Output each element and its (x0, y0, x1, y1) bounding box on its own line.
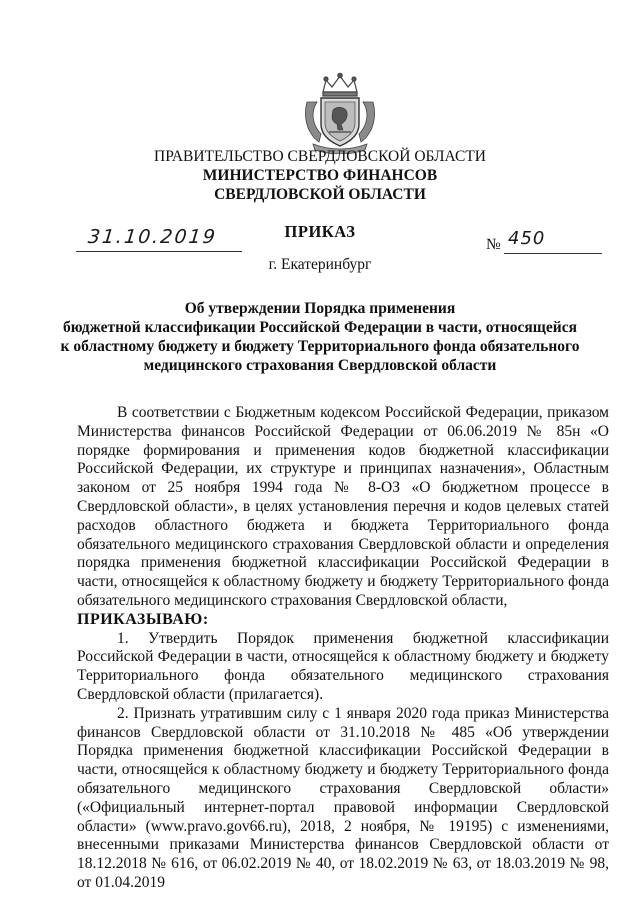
sverdlovsk-coat-of-arms-icon (299, 72, 381, 154)
order-number-label: № (486, 236, 501, 253)
subject-line: медицинского страхования Свердловской области (143, 357, 497, 374)
order-date: 31.10.2019 (86, 226, 218, 248)
document-type-title: ПРИКАЗ (284, 222, 356, 241)
document-body (77, 404, 609, 893)
government-title: ПРАВИТЕЛЬСТВО СВЕРДЛОВСКОЙ ОБЛАСТИ (154, 148, 486, 165)
order-subject (60, 299, 580, 375)
order-number: 450 (508, 228, 546, 249)
number-underline (504, 253, 602, 254)
subject-line: бюджетной классификации Российской Федерации в части, относящейся (63, 319, 577, 336)
date-underline (76, 251, 242, 252)
ministry-title: МИНИСТЕРСТВО ФИНАНСОВ (202, 167, 438, 184)
order-directive: ПРИКАЗЫВАЮ: (77, 610, 209, 628)
subject-line: Об утверждении Порядка применения (184, 300, 456, 317)
issue-city: г. Екатеринбург (268, 256, 372, 273)
region-title: СВЕРДЛОВСКОЙ ОБЛАСТИ (214, 186, 426, 203)
subject-line: к областному бюджету и бюджету Территориального фонда обязательного (60, 338, 580, 355)
preamble-paragraph: В соответствии с Бюджетным кодексом Российской Федерации, приказом Министерства финансов Российской Федерации от 06.06.2019 № 85н «О порядке формирования и применения кодов бюджетной классификации Российской Федерации, их структуре и принципах назначения», Областным законом от 25 ноября 1994 года № 8-ОЗ «О бюджетном процессе в Свердловской области», в целях установления перечня и кодов целевых статей расходов областного бюджета и бюджета Территориального фонда обязательного медицинского страхования Свердловской области и определения порядка применения бюджетной классификации Российской Федерации в части, относящейся к областному бюджету и бюджету Территориального фонда обязательного медицинского страхования Свердловской области, (77, 404, 609, 609)
order-item-1: 1. Утвердить Порядок применения бюджетной классификации Российской Федерации в части, относящейся к областному бюджету и бюджету Территориального фонда обязательного медицинского страхования Свердловской области (прилагается). (77, 629, 609, 703)
order-item-2: 2. Признать утратившим силу с 1 января 2020 года приказ Министерства финансов Свердловской области от 31.10.2018 № 485 «Об утверждении Порядка применения бюджетной классификации Российской Федерации в части, относящейся к областному бюджету и бюджету Территориального фонда обязательного медицинского страхования Свердловской области» («Официальный интернет-портал правовой информации Свердловской области» (www.pravo.gov66.ru), 2018, 2 ноября, № 19195) с изменениями, внесенными приказами Министерства финансов Свердловской области от 18.12.2018 № 616, от 06.02.2019 № 40, от 18.02.2019 № 63, от 18.03.2019 № 98, от 01.04.2019 (77, 704, 609, 891)
